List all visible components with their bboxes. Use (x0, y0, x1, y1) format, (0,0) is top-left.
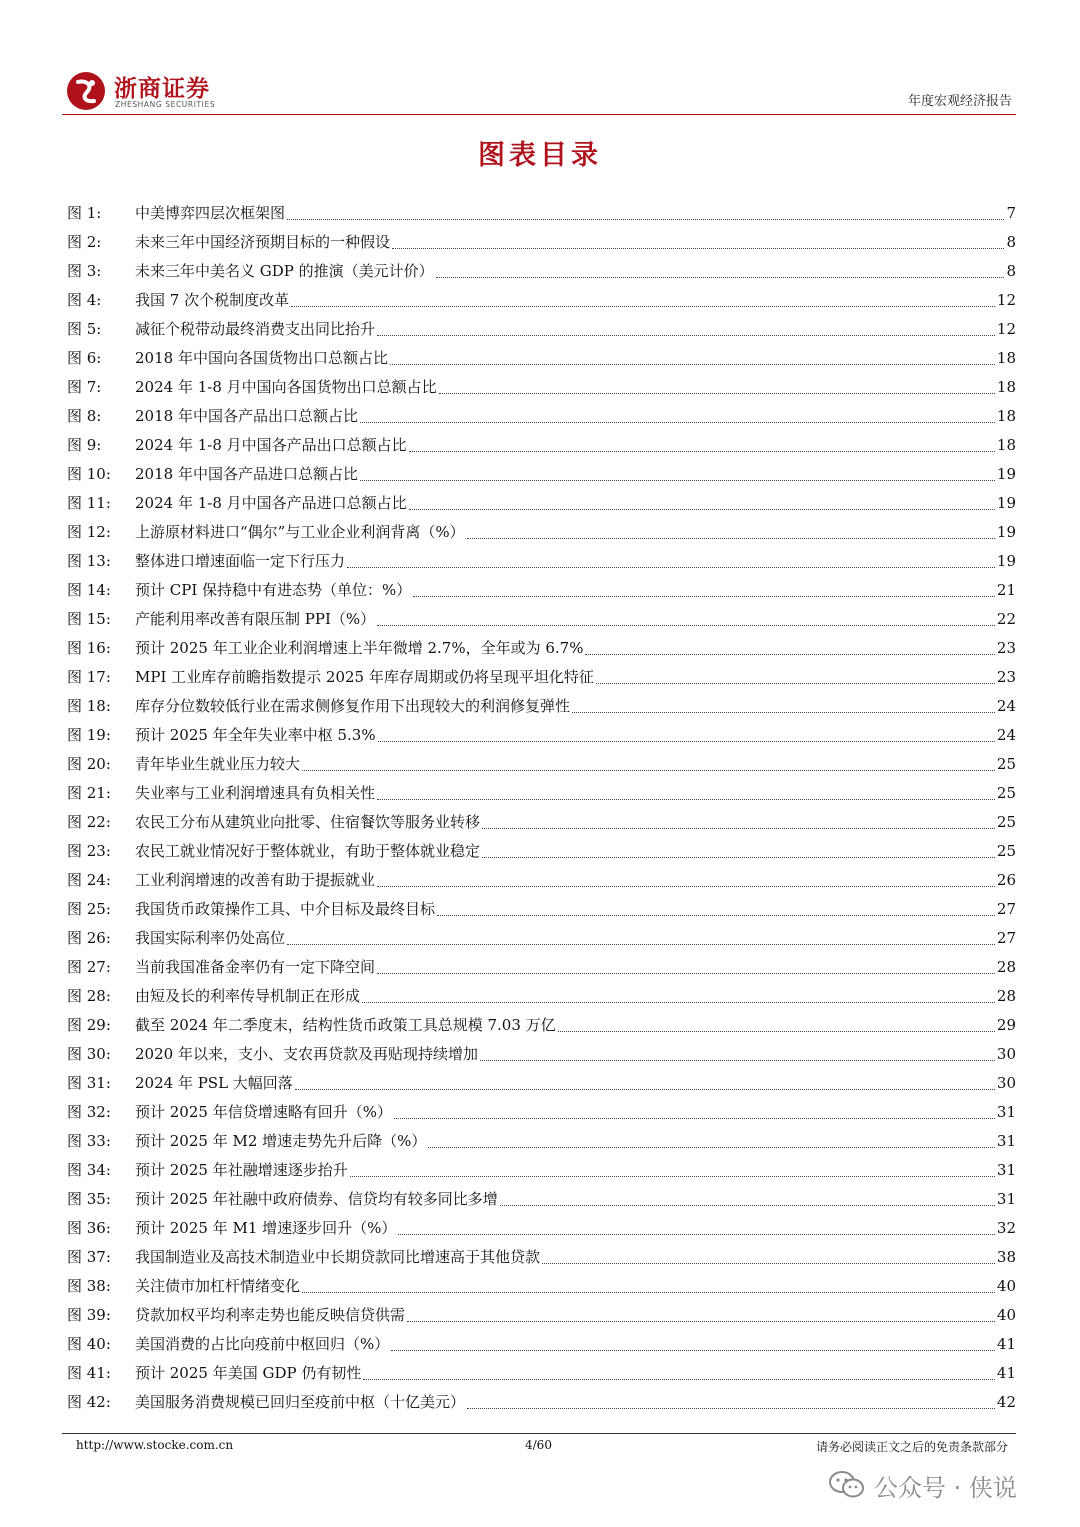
toc-figure-title: 2018 年中国各产品出口总额占比 (135, 407, 358, 425)
toc-entry[interactable] (67, 808, 1016, 837)
toc-leader-dots (542, 1263, 995, 1264)
toc-entry[interactable] (67, 199, 1016, 228)
toc-page-number: 18 (996, 349, 1016, 367)
toc-page-number: 19 (996, 494, 1016, 512)
toc-page-number: 29 (996, 1016, 1016, 1034)
toc-figure-label: 图 28: (67, 987, 111, 1005)
toc-leader-dots (390, 364, 995, 365)
toc-figure-title: 产能利用率改善有限压制 PPI（%） (135, 610, 376, 628)
toc-entry[interactable] (67, 924, 1016, 953)
toc-entry[interactable] (67, 692, 1016, 721)
toc-figure-title: 未来三年中国经济预期目标的一种假设 (135, 233, 391, 251)
toc-leader-dots (377, 799, 995, 800)
toc-leader-dots (467, 538, 995, 539)
toc-page-number: 25 (996, 755, 1016, 773)
toc-figure-title: 2024 年 PSL 大幅回落 (135, 1074, 293, 1092)
toc-figure-title: 预计 2025 年社融中政府债券、信贷均有较多同比多增 (135, 1190, 498, 1208)
toc-entry[interactable] (67, 1243, 1016, 1272)
toc-leader-dots (295, 1089, 995, 1090)
toc-figure-title: 贷款加权平均利率走势也能反映信贷供需 (135, 1306, 406, 1324)
toc-leader-dots (392, 248, 1004, 249)
disclaimer-note: 请务必阅读正文之后的免责条款部分 (815, 1440, 1008, 1454)
toc-leader-dots (391, 1350, 995, 1351)
toc-leader-dots (347, 567, 995, 568)
toc-figure-label: 图 23: (67, 842, 111, 860)
toc-figure-label: 图 8: (67, 407, 102, 425)
toc-entry[interactable] (67, 373, 1016, 402)
toc-leader-dots (409, 451, 995, 452)
toc-entry[interactable] (67, 1388, 1016, 1417)
toc-leader-dots (428, 1147, 995, 1148)
toc-page-number: 23 (996, 639, 1016, 657)
toc-entry[interactable] (67, 953, 1016, 982)
toc-page-number: 12 (996, 320, 1016, 338)
toc-page-number: 30 (996, 1045, 1016, 1063)
toc-figure-label: 图 31: (67, 1074, 111, 1092)
toc-entry[interactable] (67, 344, 1016, 373)
toc-entry[interactable] (67, 1359, 1016, 1388)
toc-entry[interactable] (67, 489, 1016, 518)
toc-leader-dots (377, 335, 995, 336)
toc-page-number: 41 (996, 1335, 1016, 1353)
toc-page-number: 27 (996, 929, 1016, 947)
toc-figure-title: 2020 年以来，支小、支农再贷款及再贴现持续增加 (135, 1045, 478, 1063)
toc-page-number: 22 (996, 610, 1016, 628)
page-title: 图表目录 (478, 140, 602, 171)
toc-figure-label: 图 3: (67, 262, 102, 280)
toc-leader-dots (436, 277, 1005, 278)
toc-figure-title: 库存分位数较低行业在需求侧修复作用下出现较大的利润修复弹性 (135, 697, 571, 715)
watermark-text: 公众号 · 侠说 (874, 1473, 1017, 1502)
toc-leader-dots (467, 1408, 995, 1409)
toc-entry[interactable] (67, 721, 1016, 750)
toc-figure-title: 截至 2024 年二季度末，结构性货币政策工具总规模 7.03 万亿 (135, 1016, 556, 1034)
footer-url[interactable]: http://www.stocke.com.cn (76, 1438, 234, 1452)
toc-page-number: 24 (996, 697, 1016, 715)
toc-leader-dots (377, 625, 995, 626)
toc-entry[interactable] (67, 1098, 1016, 1127)
toc-figure-title: 上游原材料进口“偶尔”与工业企业利润背离（%） (135, 523, 465, 541)
wechat-icon (828, 1469, 866, 1501)
figure-toc-list (67, 199, 1016, 1417)
toc-figure-label: 图 27: (67, 958, 111, 976)
toc-figure-label: 图 39: (67, 1306, 111, 1324)
toc-figure-title: 减征个税带动最终消费支出同比抬升 (135, 320, 376, 338)
toc-figure-label: 图 25: (67, 900, 111, 918)
toc-page-number: 18 (996, 378, 1016, 396)
toc-page-number: 32 (996, 1219, 1016, 1237)
toc-figure-label: 图 32: (67, 1103, 111, 1121)
toc-page-number: 31 (996, 1190, 1016, 1208)
toc-page-number: 24 (996, 726, 1016, 744)
toc-figure-title: 预计 2025 年全年失业率中枢 5.3% (135, 726, 376, 744)
toc-figure-title: MPI 工业库存前瞻指数提示 2025 年库存周期或仍将呈现平坦化特征 (135, 668, 594, 686)
toc-figure-label: 图 9: (67, 436, 102, 454)
toc-figure-title: 2018 年中国各产品进口总额占比 (135, 465, 358, 483)
toc-page-number: 38 (996, 1248, 1016, 1266)
toc-page-number: 18 (996, 436, 1016, 454)
toc-leader-dots (585, 654, 994, 655)
toc-figure-label: 图 26: (67, 929, 111, 947)
toc-leader-dots (394, 1118, 995, 1119)
toc-figure-title: 我国货币政策操作工具、中介目标及最终目标 (135, 900, 436, 918)
toc-entry[interactable] (67, 895, 1016, 924)
toc-figure-label: 图 36: (67, 1219, 111, 1237)
toc-leader-dots (596, 683, 995, 684)
toc-page-number: 19 (996, 465, 1016, 483)
toc-figure-label: 图 12: (67, 523, 111, 541)
toc-leader-dots (482, 857, 995, 858)
toc-entry[interactable] (67, 576, 1016, 605)
toc-entry[interactable] (67, 837, 1016, 866)
toc-page-number: 31 (996, 1161, 1016, 1179)
toc-entry[interactable] (67, 1040, 1016, 1069)
toc-entry[interactable] (67, 605, 1016, 634)
toc-figure-label: 图 17: (67, 668, 111, 686)
toc-page-number: 25 (996, 842, 1016, 860)
toc-figure-label: 图 15: (67, 610, 111, 628)
toc-figure-title: 美国消费的占比向疫前中枢回归（%） (135, 1335, 390, 1353)
toc-figure-label: 图 35: (67, 1190, 111, 1208)
toc-page-number: 19 (996, 552, 1016, 570)
toc-entry[interactable] (67, 518, 1016, 547)
toc-figure-label: 图 7: (67, 378, 102, 396)
toc-leader-dots (287, 219, 1004, 220)
toc-page-number: 27 (996, 900, 1016, 918)
toc-page-number: 7 (1006, 204, 1016, 222)
toc-page-number: 26 (996, 871, 1016, 889)
toc-figure-label: 图 6: (67, 349, 102, 367)
toc-figure-label: 图 20: (67, 755, 111, 773)
toc-page-number: 21 (996, 581, 1016, 599)
toc-leader-dots (439, 393, 995, 394)
toc-leader-dots (413, 596, 995, 597)
toc-figure-title: 预计 CPI 保持稳中有进态势（单位：%） (135, 581, 412, 599)
toc-entry[interactable] (67, 460, 1016, 489)
toc-figure-label: 图 29: (67, 1016, 111, 1034)
toc-leader-dots (500, 1205, 995, 1206)
toc-page-number: 41 (996, 1364, 1016, 1382)
toc-page-number: 31 (996, 1103, 1016, 1121)
toc-leader-dots (291, 306, 995, 307)
toc-entry[interactable] (67, 402, 1016, 431)
toc-figure-label: 图 4: (67, 291, 102, 309)
toc-figure-title: 我国 7 次个税制度改革 (135, 291, 290, 309)
toc-entry[interactable] (67, 779, 1016, 808)
toc-entry[interactable] (67, 634, 1016, 663)
toc-leader-dots (360, 422, 995, 423)
toc-entry[interactable] (67, 1301, 1016, 1330)
toc-leader-dots (302, 1292, 995, 1293)
toc-figure-title: 当前我国准备金率仍有一定下降空间 (135, 958, 376, 976)
toc-figure-title: 预计 2025 年工业企业利润增速上半年微增 2.7%，全年或为 6.7% (135, 639, 584, 657)
toc-figure-title: 农民工分布从建筑业向批零、住宿餐饮等服务业转移 (135, 813, 481, 831)
toc-figure-label: 图 33: (67, 1132, 111, 1150)
toc-leader-dots (558, 1031, 995, 1032)
toc-figure-title: 失业率与工业利润增速具有负相关性 (135, 784, 376, 802)
toc-entry[interactable] (67, 547, 1016, 576)
toc-leader-dots (378, 741, 995, 742)
toc-figure-title: 预计 2025 年社融增速逐步抬升 (135, 1161, 348, 1179)
toc-page-number: 12 (996, 291, 1016, 309)
toc-figure-title: 由短及长的利率传导机制正在形成 (135, 987, 361, 1005)
toc-figure-label: 图 10: (67, 465, 111, 483)
page-number: 4/60 (525, 1438, 552, 1452)
toc-leader-dots (302, 770, 995, 771)
toc-page-number: 40 (996, 1277, 1016, 1295)
toc-page-number: 23 (996, 668, 1016, 686)
toc-figure-label: 图 11: (67, 494, 111, 512)
toc-figure-title: 青年毕业生就业压力较大 (135, 755, 301, 773)
toc-entry[interactable] (67, 228, 1016, 257)
toc-leader-dots (480, 1060, 995, 1061)
page-header (62, 66, 1016, 116)
toc-figure-label: 图 38: (67, 1277, 111, 1295)
toc-figure-title: 中美博弈四层次框架图 (135, 204, 286, 222)
toc-entry[interactable] (67, 663, 1016, 692)
toc-figure-title: 2024 年 1-8 月中国向各国货物出口总额占比 (135, 378, 437, 396)
footer-divider (62, 1433, 1016, 1434)
toc-figure-label: 图 22: (67, 813, 111, 831)
toc-page-number: 28 (996, 987, 1016, 1005)
toc-figure-label: 图 30: (67, 1045, 111, 1063)
toc-page-number: 25 (996, 813, 1016, 831)
toc-leader-dots (363, 1379, 995, 1380)
toc-leader-dots (362, 1002, 995, 1003)
toc-leader-dots (437, 915, 995, 916)
toc-page-number: 18 (996, 407, 1016, 425)
toc-leader-dots (409, 509, 995, 510)
toc-figure-label: 图 21: (67, 784, 111, 802)
toc-figure-title: 2018 年中国向各国货物出口总额占比 (135, 349, 388, 367)
toc-figure-label: 图 34: (67, 1161, 111, 1179)
brand-name: 浙商证券 (114, 76, 210, 102)
toc-entry[interactable] (67, 866, 1016, 895)
toc-page-number: 25 (996, 784, 1016, 802)
toc-page-number: 28 (996, 958, 1016, 976)
toc-figure-title: 工业利润增速的改善有助于提振就业 (135, 871, 376, 889)
toc-page-number: 42 (996, 1393, 1016, 1411)
toc-entry[interactable] (67, 1069, 1016, 1098)
toc-figure-title: 预计 2025 年 M2 增速走势先升后降（%） (135, 1132, 427, 1150)
toc-entry[interactable] (67, 1272, 1016, 1301)
toc-figure-title: 预计 2025 年 M1 增速逐步回升（%） (135, 1219, 397, 1237)
toc-figure-label: 图 2: (67, 233, 102, 251)
toc-entry[interactable] (67, 1127, 1016, 1156)
toc-entry[interactable] (67, 750, 1016, 779)
toc-leader-dots (398, 1234, 995, 1235)
toc-page-number: 19 (996, 523, 1016, 541)
toc-figure-title: 2024 年 1-8 月中国各产品进口总额占比 (135, 494, 407, 512)
toc-figure-title: 我国制造业及高技术制造业中长期贷款同比增速高于其他贷款 (135, 1248, 541, 1266)
toc-leader-dots (377, 973, 995, 974)
toc-page-number: 30 (996, 1074, 1016, 1092)
toc-entry[interactable] (67, 286, 1016, 315)
toc-leader-dots (360, 480, 995, 481)
header-divider (62, 114, 1016, 115)
toc-figure-label: 图 18: (67, 697, 111, 715)
toc-figure-title: 关注债市加杠杆情绪变化 (135, 1277, 301, 1295)
toc-page-number: 31 (996, 1132, 1016, 1150)
toc-leader-dots (377, 886, 995, 887)
toc-entry[interactable] (67, 982, 1016, 1011)
toc-leader-dots (407, 1321, 995, 1322)
toc-page-number: 8 (1006, 262, 1016, 280)
toc-figure-title: 美国服务消费规模已回归至疫前中枢（十亿美元） (135, 1393, 466, 1411)
toc-page-number: 40 (996, 1306, 1016, 1324)
toc-figure-title: 农民工就业情况好于整体就业，有助于整体就业稳定 (135, 842, 481, 860)
toc-figure-label: 图 5: (67, 320, 102, 338)
toc-figure-label: 图 41: (67, 1364, 111, 1382)
brand-name-en: ZHESHANG SECURITIES (115, 100, 216, 109)
toc-entry[interactable] (67, 315, 1016, 344)
toc-figure-label: 图 13: (67, 552, 111, 570)
toc-figure-title: 整体进口增速面临一定下行压力 (135, 552, 346, 570)
toc-page-number: 8 (1006, 233, 1016, 251)
toc-leader-dots (482, 828, 995, 829)
toc-figure-label: 图 42: (67, 1393, 111, 1411)
report-type: 年度宏观经济报告 (907, 94, 1012, 109)
toc-entry[interactable] (67, 1156, 1016, 1185)
toc-entry[interactable] (67, 1185, 1016, 1214)
toc-figure-title: 预计 2025 年信贷增速略有回升（%） (135, 1103, 392, 1121)
toc-figure-label: 图 14: (67, 581, 111, 599)
zheshang-logo-icon (65, 70, 107, 112)
toc-figure-label: 图 16: (67, 639, 111, 657)
toc-entry[interactable] (67, 257, 1016, 286)
toc-figure-label: 图 37: (67, 1248, 111, 1266)
watermark (828, 1465, 1017, 1505)
toc-leader-dots (572, 712, 995, 713)
toc-entry[interactable] (67, 1330, 1016, 1359)
toc-entry[interactable] (67, 1011, 1016, 1040)
toc-figure-label: 图 19: (67, 726, 111, 744)
toc-figure-label: 图 1: (67, 204, 102, 222)
toc-figure-label: 图 24: (67, 871, 111, 889)
toc-figure-title: 2024 年 1-8 月中国各产品出口总额占比 (135, 436, 407, 454)
toc-entry[interactable] (67, 1214, 1016, 1243)
toc-entry[interactable] (67, 431, 1016, 460)
toc-figure-title: 我国实际利率仍处高位 (135, 929, 286, 947)
toc-figure-label: 图 40: (67, 1335, 111, 1353)
toc-leader-dots (287, 944, 995, 945)
toc-figure-title: 未来三年中美名义 GDP 的推演（美元计价） (135, 262, 434, 280)
toc-figure-title: 预计 2025 年美国 GDP 仍有韧性 (135, 1364, 362, 1382)
toc-leader-dots (350, 1176, 995, 1177)
